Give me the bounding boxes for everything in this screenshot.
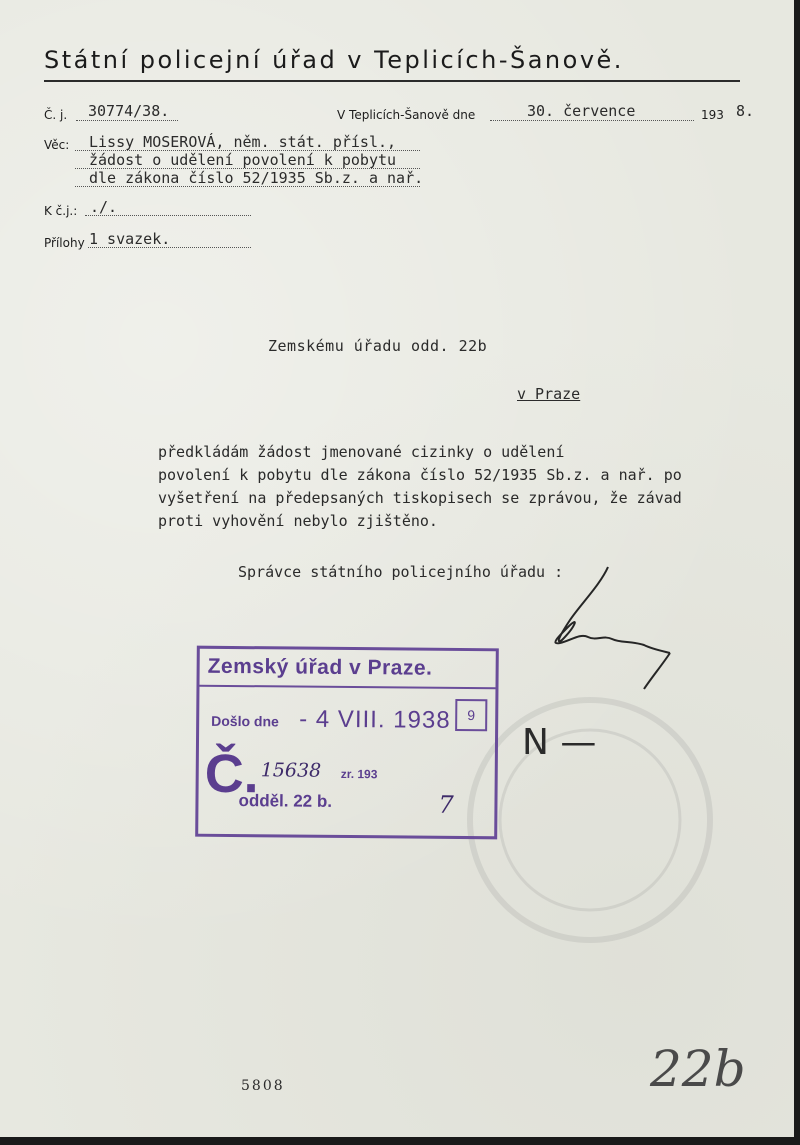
kcj-label: K č.j.: [44, 204, 78, 218]
stamp-title: Zemský úřad v Praze. [207, 654, 433, 680]
place-label: V Teplicích-Šanově dne [337, 108, 476, 122]
addressee-line-2: v Praze [517, 385, 581, 403]
letterhead-title: Státní policejní úřad v Teplicích-Šanově. [44, 46, 624, 74]
vec-dotted-line-2 [75, 168, 420, 169]
vec-dotted-line-3 [75, 186, 420, 187]
letterhead-rule [44, 80, 740, 82]
year-suffix: 8. [736, 102, 755, 120]
letter-body: předkládám žádost jmenované cizinky o udělení povolení k pobytu dle zákona číslo 52/1935 Sb.z. a nař. po vyšetření na předepsaných tiskopisech se zprávou, že závad proti vyhovění nebylo zjištěno. [158, 443, 682, 530]
year-prefix: 193 [701, 108, 724, 122]
addressee-line-1: Zemskému úřadu odd. 22b [268, 337, 488, 355]
stamp-received-date: - 4 VIII. 1938 [299, 705, 451, 734]
handwritten-corner-note: 22b [650, 1040, 746, 1098]
prilohy-label: Přílohy [44, 236, 85, 250]
vec-label: Věc: [44, 138, 70, 152]
stamp-handwritten-mark: 7 [438, 790, 454, 819]
vec-line-3: dle zákona číslo 52/1935 Sb.z. a nař. [89, 169, 424, 187]
cj-label: Č. j. [44, 108, 68, 122]
vec-dotted-line-1 [75, 150, 420, 151]
stamp-separator [199, 685, 495, 690]
kcj-value: ./. [90, 198, 118, 216]
cj-dotted-line [76, 120, 178, 121]
stamp-department: odděl. 22 b. [238, 791, 333, 811]
prilohy-value: 1 svazek. [89, 230, 171, 248]
handwritten-margin-mark: N — [522, 722, 597, 763]
stamp-zr-label: zr. 193 [340, 766, 378, 782]
signature-label: Správce státního policejního úřadu : [238, 563, 564, 581]
stamp-box-number: 9 [455, 699, 487, 731]
vec-line-2: žádost o udělení povolení k pobytu [89, 151, 397, 169]
date-dotted-line [490, 120, 694, 121]
stamp-received-label: Došlo dne [211, 712, 279, 730]
cj-value: 30774/38. [88, 102, 170, 120]
received-stamp [195, 646, 499, 840]
vec-line-1: Lissy MOSEROVÁ, něm. stát. přísl., [89, 133, 397, 151]
date-value: 30. července [527, 102, 636, 120]
form-number: 5808 [241, 1078, 285, 1094]
stamp-handwritten-number: 15638 [260, 759, 322, 782]
stamp-number-prefix: Č. [204, 743, 259, 805]
